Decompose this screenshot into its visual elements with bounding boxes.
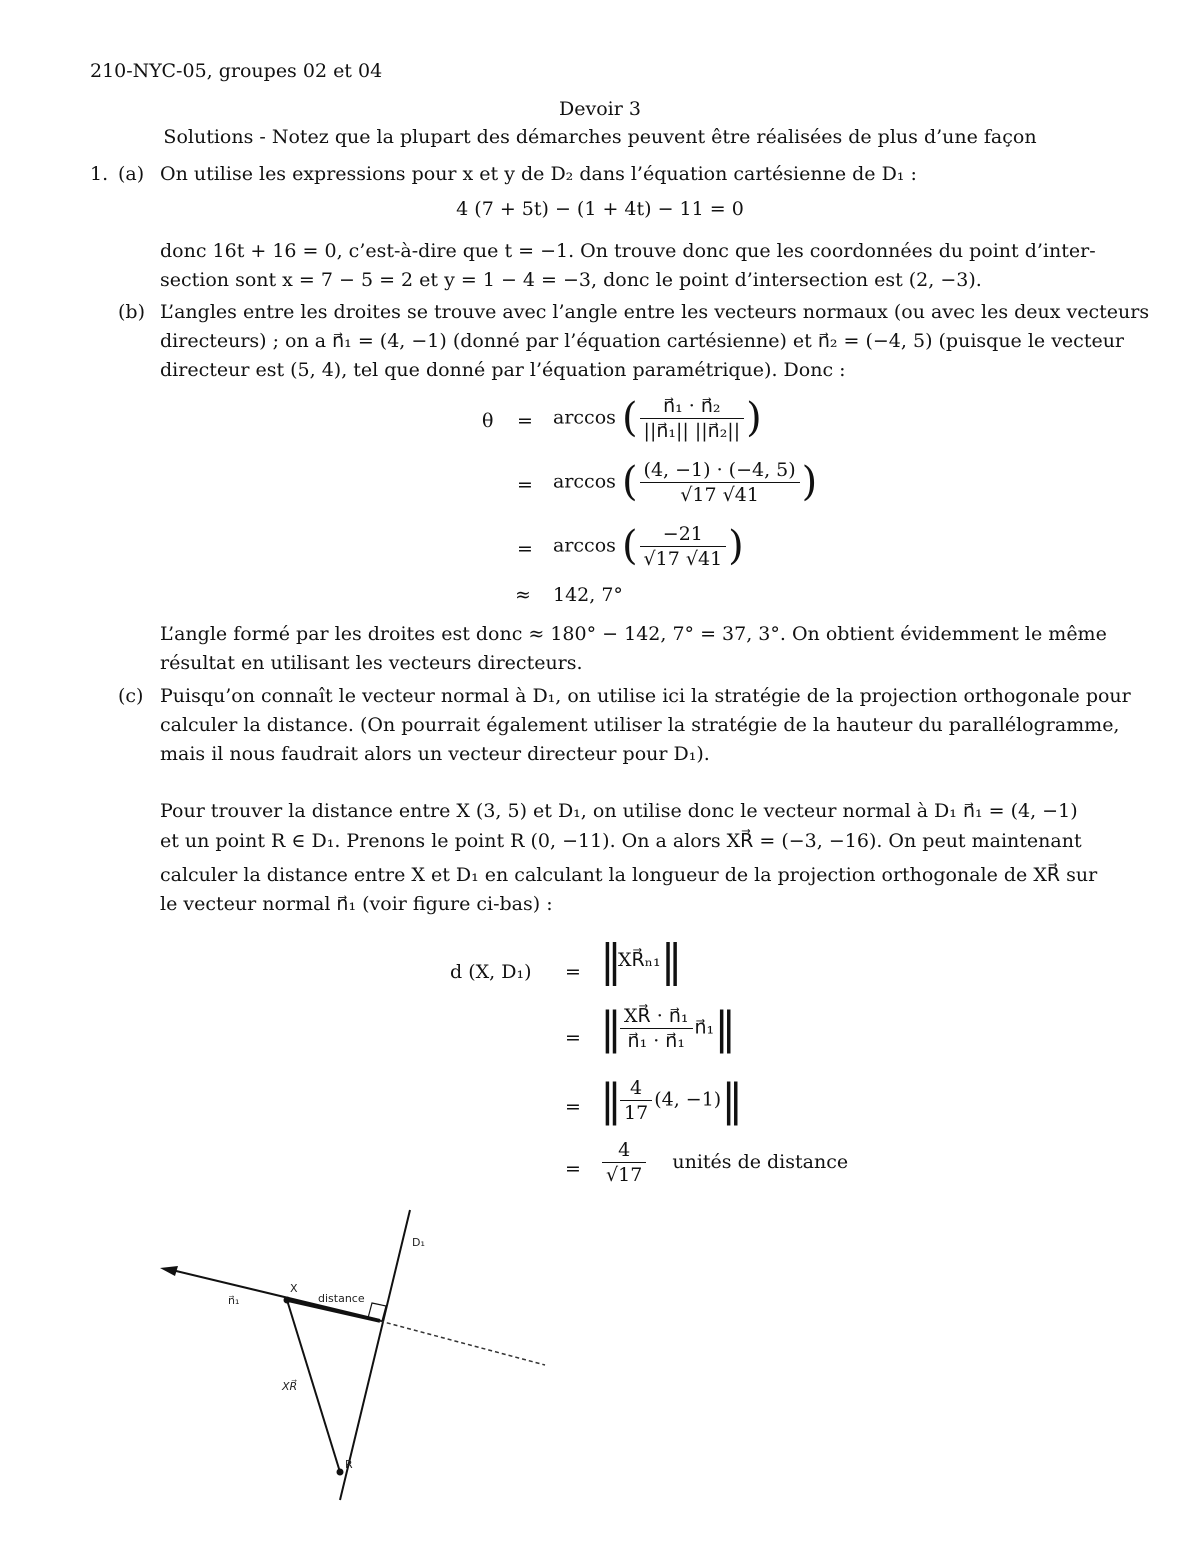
d-line-3: ‖ $\frac{4}{17}$ (4, −1)‖	[600, 1075, 740, 1126]
d-equals-1: =	[565, 961, 581, 983]
eq-line-2: arccos ( $\frac{(4, -1) \cdot (-4, 5)}{√17 √41}$ )	[553, 459, 818, 506]
label-n1: n⃗₁	[228, 1294, 240, 1307]
line-d1	[340, 1210, 410, 1500]
eq1-denominator: ||n⃗₁|| ||n⃗₂||	[643, 420, 741, 442]
dashed-extension	[380, 1321, 545, 1365]
part-a-line2: section sont x = 7 − 5 = 2 et y = 1 − 4 = −3, donc le point d’intersection est (2, −3).	[160, 269, 982, 291]
d-line-1: ‖XR⃗ₙ₁‖	[600, 935, 679, 987]
part-c-line5: et un point R ∈ D₁. Prenons le point R (0, −11). On a alors XR⃗ = (−3, −16). On peut maintenant	[160, 830, 1082, 852]
arrowhead-icon	[160, 1266, 178, 1276]
part-c-line1: Puisqu’on connaît le vecteur normal à D₁, on utilise ici la stratégie de la projection orthogonale pour	[160, 685, 1131, 707]
eq-approx: ≈	[515, 584, 531, 606]
d-line-2: ‖ $\frac{\text{XR⃗ · n⃗₁}}{\text{n⃗₁ · n⃗₁}}$ n⃗₁‖	[600, 1003, 733, 1054]
assignment-title: Devoir 3	[559, 98, 641, 120]
question-number: 1.	[90, 163, 109, 185]
eq-equals-2: =	[517, 474, 533, 496]
part-a-label: (a)	[118, 163, 145, 185]
part-c-line6: calculer la distance entre X et D₁ en calculant la longueur de la projection orthogonale de XR⃗ sur	[160, 864, 1098, 886]
part-c-line2: calculer la distance. (On pourrait également utiliser la stratégie de la hauteur du parallélogramme,	[160, 714, 1120, 736]
eq1-numerator: n⃗₁ · n⃗₂	[640, 394, 745, 419]
d3-tail: (4, −1)	[654, 1088, 722, 1111]
assignment-subtitle: Solutions - Notez que la plupart des démarches peuvent être réalisées de plus d’une façon	[163, 126, 1037, 148]
label-d1: D₁	[412, 1236, 425, 1249]
d-line-4	[600, 1138, 848, 1187]
part-b-line1: L’angles entre les droites se trouve avec l’angle entre les vecteurs normaux (ou avec les deux vecteurs	[160, 301, 1150, 323]
d1-term: XR⃗ₙ₁	[618, 949, 661, 971]
part-a-line1: donc 16t + 16 = 0, c’est-à-dire que t = −1. On trouve donc que les coordonnées du point d’inter-	[160, 240, 1096, 262]
part-c-line3: mais il nous faudrait alors un vecteur directeur pour D₁).	[160, 743, 710, 765]
label-r: R	[345, 1458, 353, 1471]
point-x	[284, 1297, 291, 1304]
d3-numerator: 4	[620, 1076, 652, 1101]
point-r	[337, 1469, 344, 1476]
projection-figure	[150, 1200, 570, 1510]
label-distance: distance	[318, 1292, 365, 1305]
d4-denominator: √17	[606, 1164, 643, 1186]
part-b-line3: directeur est (5, 4), tel que donné par l’équation paramétrique). Donc :	[160, 359, 846, 381]
d4-unit: unités de distance	[672, 1150, 849, 1173]
eq-line-1: arccos ( $\frac{\text{n⃗₁ · n⃗₂}}{\text{||n⃗₁|| ||n⃗₂||}}$ )	[553, 395, 762, 442]
part-c-line7: le vecteur normal n⃗₁ (voir figure ci-bas) :	[160, 893, 553, 915]
d2-tail: n⃗₁	[694, 1016, 715, 1039]
d-equals-3: =	[565, 1096, 581, 1118]
eq3-denominator: √17 √41	[643, 548, 723, 570]
eq2-numerator: (4, −1) · (−4, 5)	[640, 458, 800, 483]
part-c-line4: Pour trouver la distance entre X (3, 5) et D₁, on utilise donc le vecteur normal à D₁ n⃗₁ = (4, −1)	[160, 800, 1078, 822]
eq3-numerator: −21	[640, 522, 727, 547]
part-b-conclusion1: L’angle formé par les droites est donc ≈ 180° − 142, 7° = 37, 3°. On obtient évidemment le même	[160, 623, 1107, 645]
eq-equals-1: =	[517, 410, 533, 432]
part-b-conclusion2: résultat en utilisant les vecteurs directeurs.	[160, 652, 583, 674]
part-b-label: (b)	[118, 301, 145, 323]
theta-symbol: θ	[482, 410, 494, 432]
eq-line-4: 142, 7°	[553, 584, 623, 606]
d2-denominator: n⃗₁ · n⃗₁	[627, 1030, 685, 1052]
eq-equals-3: =	[517, 538, 533, 560]
arccos-fn: arccos	[553, 406, 616, 429]
distance-lhs: d (X, D₁)	[450, 961, 532, 983]
d2-numerator: XR⃗ · n⃗₁	[620, 1004, 693, 1029]
eq2-denominator: √17 √41	[680, 484, 759, 506]
eq-line-3: arccos ( $\frac{-21}{√17 √41}$ )	[553, 523, 744, 570]
part-c-label: (c)	[118, 685, 144, 707]
d-equals-4: =	[565, 1158, 581, 1180]
course-header: 210-NYC-05, groupes 02 et 04	[90, 60, 383, 82]
part-b-line2: directeurs) ; on a n⃗₁ = (4, −1) (donné par l’équation cartésienne) et n⃗₂ = (−4, 5) (puisque le vecteur	[160, 330, 1125, 352]
label-xr: XR⃗	[282, 1380, 298, 1393]
d3-denominator: 17	[624, 1102, 649, 1124]
d-equals-2: =	[565, 1027, 581, 1049]
part-a-equation: 4 (7 + 5t) − (1 + 4t) − 11 = 0	[456, 198, 744, 220]
part-a-intro: On utilise les expressions pour x et y de D₂ dans l’équation cartésienne de D₁ :	[160, 163, 917, 185]
label-x: X	[290, 1282, 298, 1295]
d4-numerator: 4	[602, 1138, 646, 1163]
